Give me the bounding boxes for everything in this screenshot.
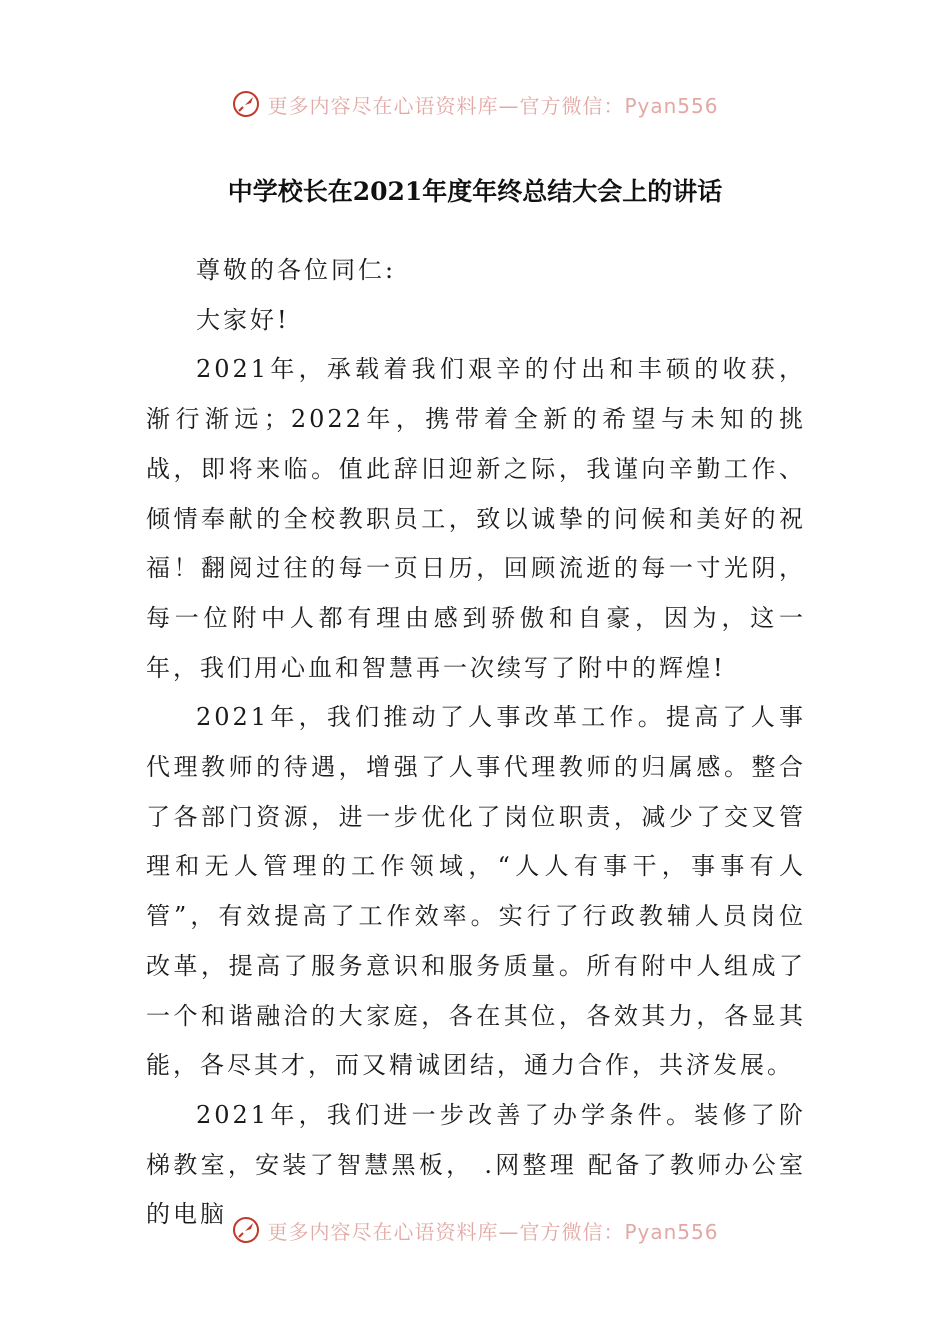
paragraph-personnel-reform: 2021年，我们推动了人事改革工作。提高了人事代理教师的待遇，增强了人事代理教师的归属感。整合了各部门资源，进一步优化了岗位职责，减少了交叉管理和无人管理的工作领域，“人人有事干，事事有人管”，有效提高了工作效率。实行了行政教辅人员岗位改革，提高了服务意识和服务质量。所有附中人组成了一个和谐融洽的大家庭，各在其位，各效其力，各显其能，各尽其才，而又精诚团结，通力合作，共济发展。: [146, 703, 806, 1080]
quill-logo-icon: [231, 1215, 261, 1245]
paragraph-facilities: 2021年，我们进一步改善了办学条件。装修了阶梯教室，安装了智慧黑板， .网整理 配备了教师办公室的电脑: [146, 1100, 806, 1229]
document-body: [146, 246, 806, 1240]
watermark-text: 更多内容尽在心语资料库—官方微信：Pyan556: [267, 93, 719, 118]
watermark-banner-bottom: [0, 1210, 950, 1250]
document-title: 中学校长在2021年度年终总结大会上的讲话: [227, 177, 723, 206]
paragraph-intro: 2021年，承载着我们艰辛的付出和丰硕的收获，渐行渐远；2022年，携带着全新的希望与未知的挑战，即将来临。值此辞旧迎新之际，我谨向辛勤工作、倾情奉献的全校教职员工，致以诚挚的问候和美好的祝福！翻阅过往的每一页日历，回顾流逝的每一寸光阴，每一位附中人都有理由感到骄傲和自豪，因为，这一年，我们用心血和智慧再一次续写了附中的辉煌!: [146, 355, 806, 682]
watermark-text: 更多内容尽在心语资料库—官方微信：Pyan556: [267, 1219, 719, 1244]
watermark-banner-top: [0, 84, 950, 124]
quill-logo-icon: [231, 89, 261, 119]
greeting: 大家好!: [196, 305, 290, 334]
salutation: 尊敬的各位同仁:: [196, 256, 397, 284]
